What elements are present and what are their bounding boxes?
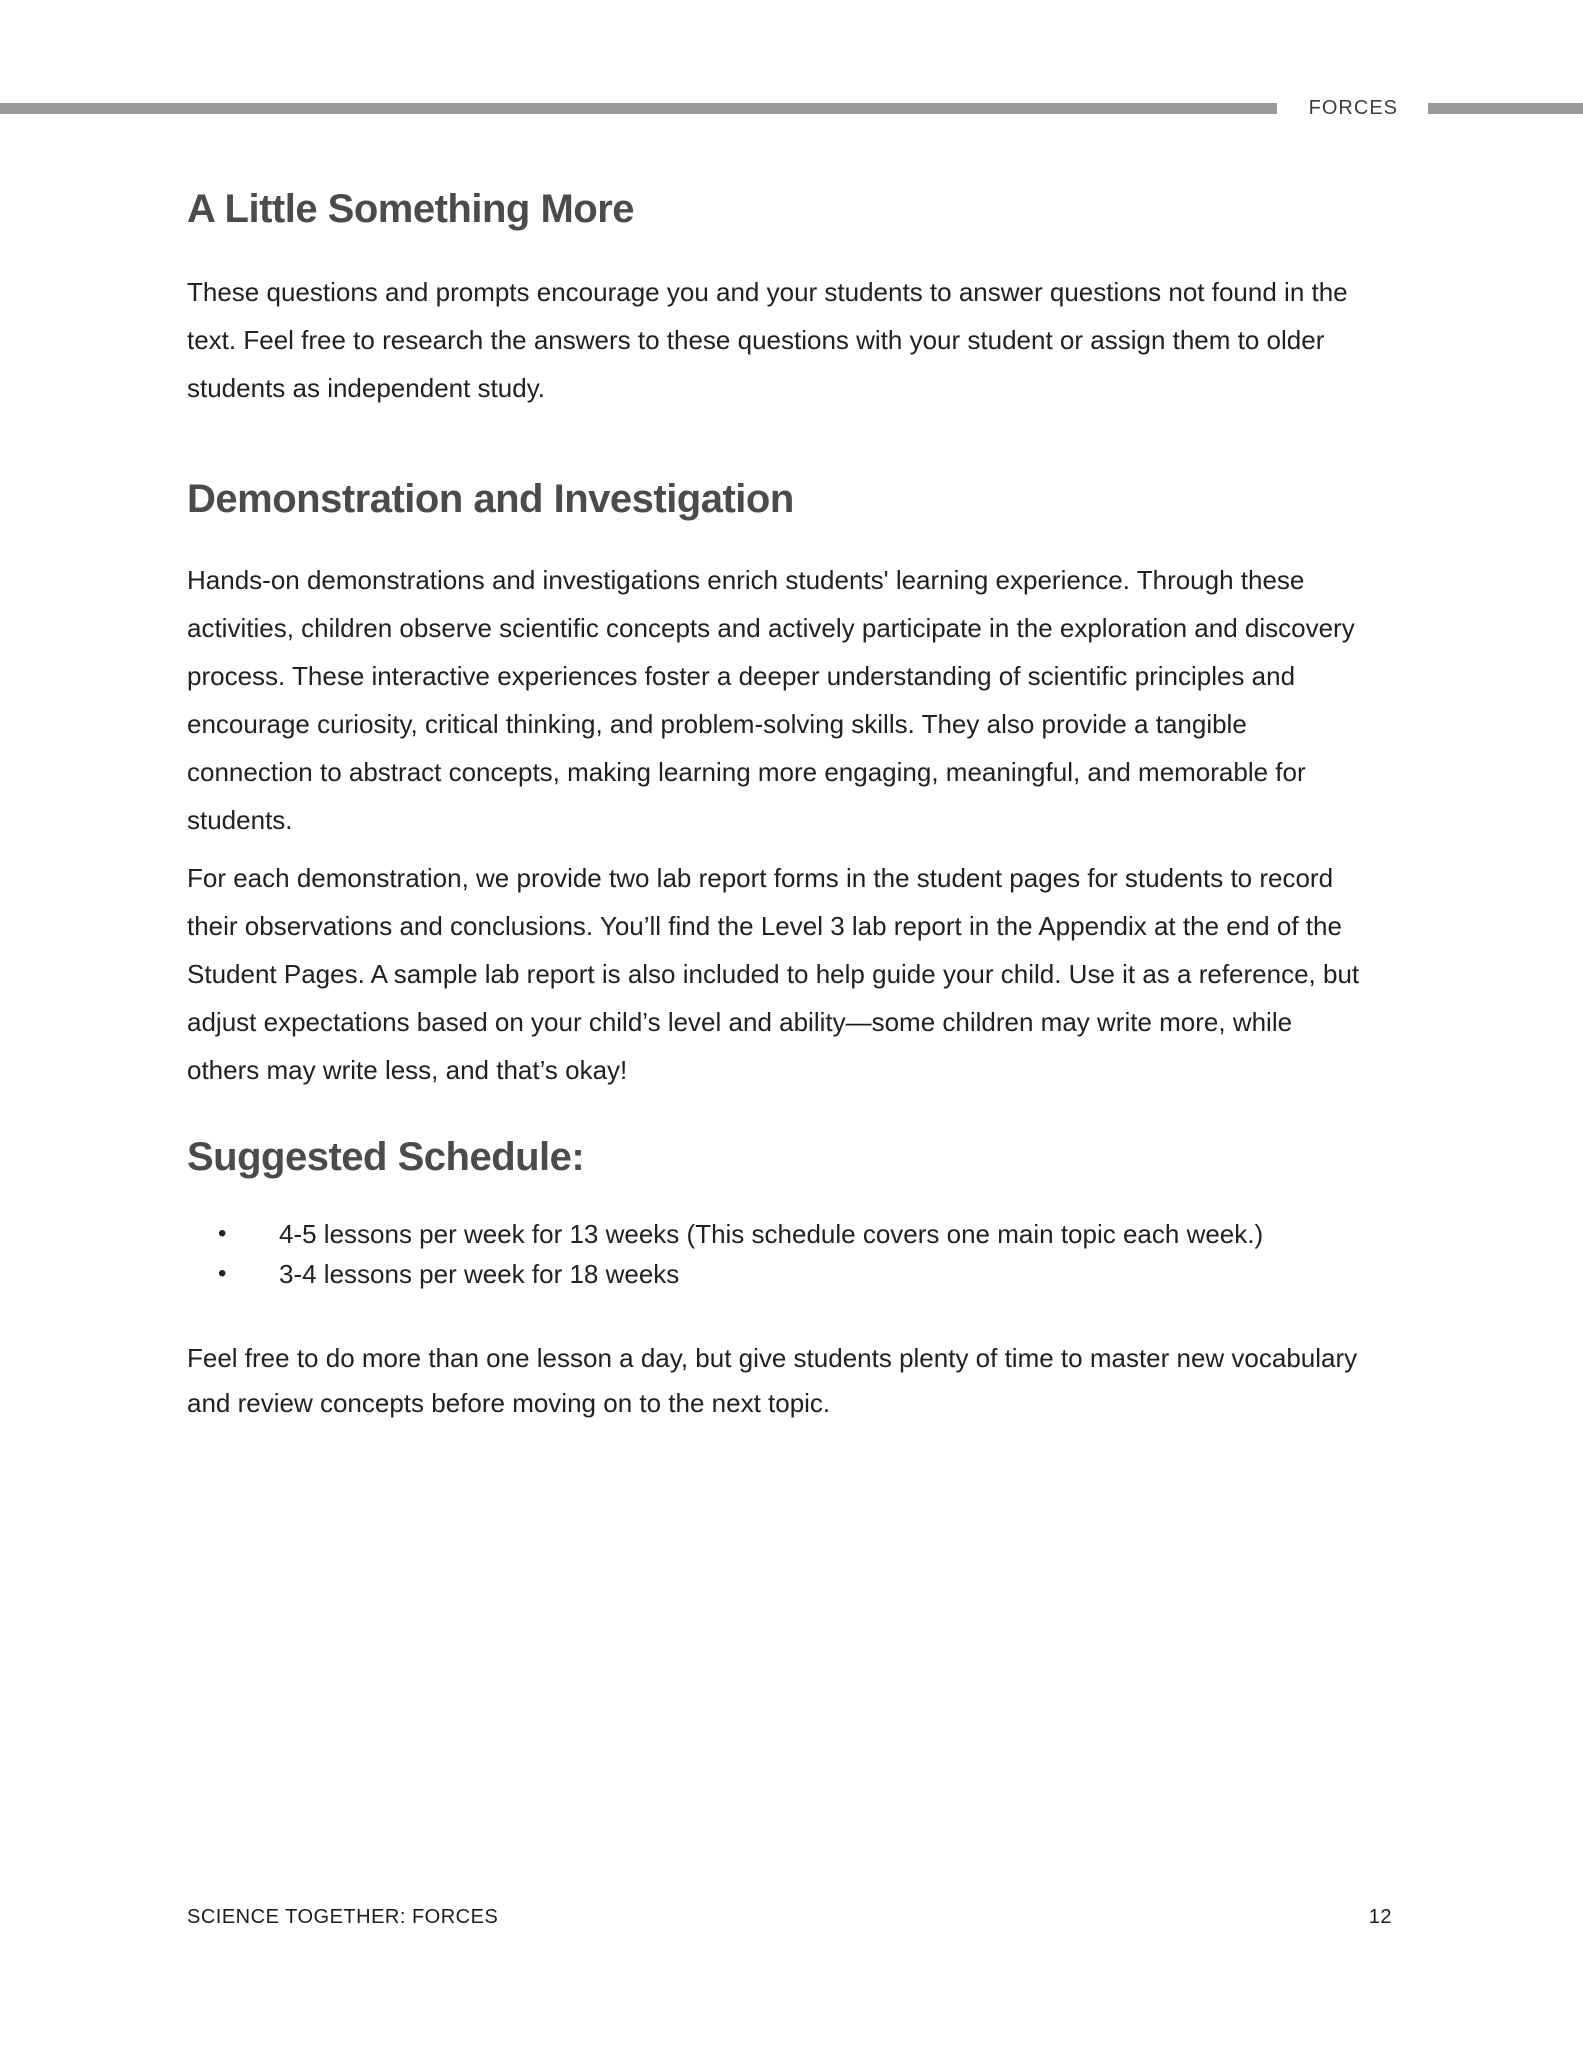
- header-rule-left: [0, 103, 1277, 114]
- footer-book-title: SCIENCE TOGETHER: FORCES: [187, 1906, 499, 1928]
- bullet-icon: •: [218, 1220, 227, 1247]
- paragraph-demonstration-2: For each demonstration, we provide two lab report forms in the student pages for students to record their observations and conclusions. You’ll find the Level 3 lab report in the Appendix at the end of the Student Pages. A sample lab report is also included to help guide your child. Use it as a reference, but adjust expectations based on your child’s level and ability—some children may write more, while others may write less, and that’s okay!: [187, 863, 1360, 1085]
- paragraph-schedule-note: Feel free to do more than one lesson a day, but give students plenty of time to master new vocabulary and review concepts before moving on to the next topic.: [187, 1343, 1358, 1418]
- section-heading-suggested-schedule: Suggested Schedule:: [187, 1135, 585, 1179]
- list-item: [187, 1214, 1362, 1254]
- paragraph-demonstration-1: Hands-on demonstrations and investigations enrich students' learning experience. Through these activities, children observe scientific concepts and actively participate in the exploration and discovery process. These interactive experiences foster a deeper understanding of scientific principles and encourage curiosity, critical thinking, and problem-solving skills. They also provide a tangible connection to abstract concepts, making learning more engaging, meaningful, and memorable for students.: [187, 565, 1355, 835]
- schedule-option-2: 3-4 lessons per week for 18 weeks: [279, 1259, 680, 1289]
- section-heading-demonstration-investigation: Demonstration and Investigation: [187, 477, 794, 521]
- schedule-option-1: 4-5 lessons per week for 13 weeks (This schedule covers one main topic each week.): [279, 1219, 1264, 1249]
- page-content: [187, 186, 1362, 1426]
- list-item: [187, 1254, 1362, 1294]
- page-footer: [187, 1906, 1392, 1929]
- schedule-bullet-list: [187, 1214, 1362, 1294]
- footer-page-number: 12: [1368, 1906, 1392, 1928]
- paragraph-little-something-more: These questions and prompts encourage you and your students to answer questions not found in the text. Feel free to research the answers to these questions with your student or assign them to older students as independent study.: [187, 277, 1348, 403]
- header-rule-right: [1428, 103, 1583, 114]
- section-heading-little-something-more: A Little Something More: [187, 187, 635, 231]
- header-chapter-label: FORCES: [1308, 97, 1398, 119]
- page-header: [0, 96, 1583, 120]
- bullet-icon: •: [218, 1260, 227, 1287]
